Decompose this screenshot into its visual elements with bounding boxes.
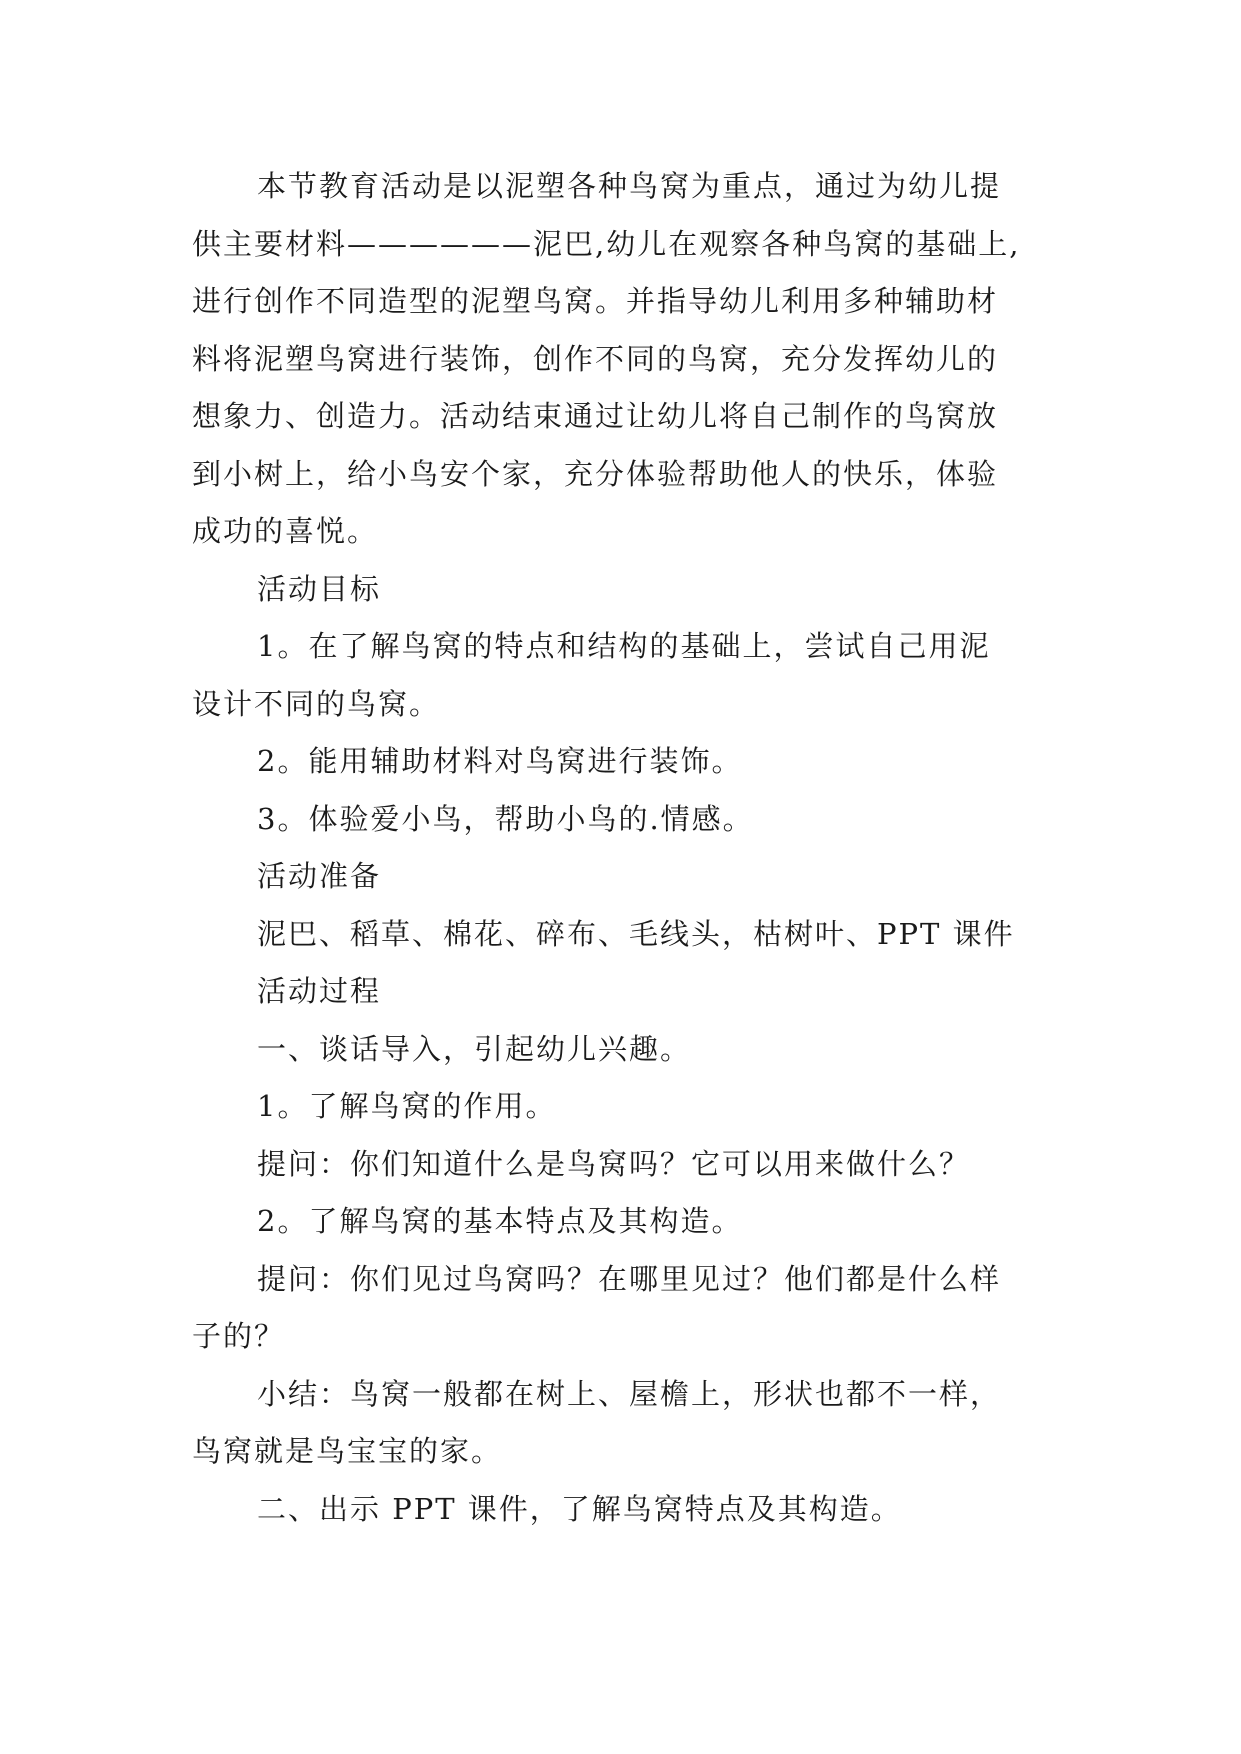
process-heading-text: 活动过程 <box>257 974 382 1008</box>
document-body <box>192 158 1052 1538</box>
intro-line-5: 想象力、创造力。活动结束通过让幼儿将自己制作的鸟窝放 <box>192 399 999 433</box>
goal-item-2 <box>192 733 1052 791</box>
step-1 <box>192 1021 1052 1079</box>
step-1-2-text: 2。了解鸟窝的基本特点及其构造。 <box>257 1204 743 1238</box>
goal-item-1-line-2: 设计不同的鸟窝。 <box>192 686 441 721</box>
prep-materials <box>192 906 1052 964</box>
step-1-text: 一、谈话导入，引起幼儿兴趣。 <box>257 1031 692 1066</box>
process-heading <box>192 963 1052 1021</box>
goal-item-3 <box>192 791 1052 849</box>
prep-materials-text: 泥巴、稻草、棉花、碎布、毛线头，枯树叶、PPT 课件 <box>257 916 1015 951</box>
prep-heading-text: 活动准备 <box>257 859 382 893</box>
goal-item-1-line-1: 1。在了解鸟窝的特点和结构的基础上，尝试自己用泥 <box>257 629 991 663</box>
question-1-text: 提问：你们知道什么是鸟窝吗？它可以用来做什么？ <box>257 1146 971 1181</box>
summary-line-2: 鸟窝就是鸟宝宝的家。 <box>192 1434 503 1468</box>
question-2 <box>192 1251 1052 1366</box>
summary <box>192 1366 1052 1481</box>
question-2-line-2: 子的？ <box>192 1319 286 1353</box>
goal-item-2-text: 2。能用辅助材料对鸟窝进行装饰。 <box>257 744 743 778</box>
intro-line-2: 供主要材料——————泥巴,幼儿在观察各种鸟窝的基础上, <box>192 226 1021 261</box>
step-1-1-text: 1。了解鸟窝的作用。 <box>257 1089 557 1123</box>
step-1-2 <box>192 1193 1052 1251</box>
intro-paragraph <box>192 158 1052 561</box>
goal-item-1 <box>192 618 1052 733</box>
prep-heading <box>192 848 1052 906</box>
question-1 <box>192 1136 1052 1194</box>
intro-line-4: 料将泥塑鸟窝进行装饰，创作不同的鸟窝，充分发挥幼儿的 <box>192 341 999 376</box>
step-1-1 <box>192 1078 1052 1136</box>
step-2 <box>192 1481 1052 1539</box>
intro-line-7: 成功的喜悦。 <box>192 514 379 548</box>
intro-line-6: 到小树上，给小鸟安个家，充分体验帮助他人的快乐，体验 <box>192 456 999 491</box>
goal-heading-text: 活动目标 <box>257 571 382 606</box>
step-2-text: 二、出示 PPT 课件，了解鸟窝特点及其构造。 <box>257 1491 902 1526</box>
goal-heading <box>192 561 1052 619</box>
question-2-line-1: 提问：你们见过鸟窝吗？在哪里见过？他们都是什么样 <box>257 1261 1002 1296</box>
intro-line-1: 本节教育活动是以泥塑各种鸟窝为重点，通过为幼儿提 <box>257 169 1002 203</box>
summary-line-1: 小结：鸟窝一般都在树上、屋檐上，形状也都不一样， <box>257 1376 1002 1411</box>
goal-item-3-text: 3。体验爱小鸟，帮助小鸟的.情感。 <box>257 801 754 836</box>
intro-line-3: 进行创作不同造型的泥塑鸟窝。并指导幼儿利用多种辅助材 <box>192 284 999 318</box>
